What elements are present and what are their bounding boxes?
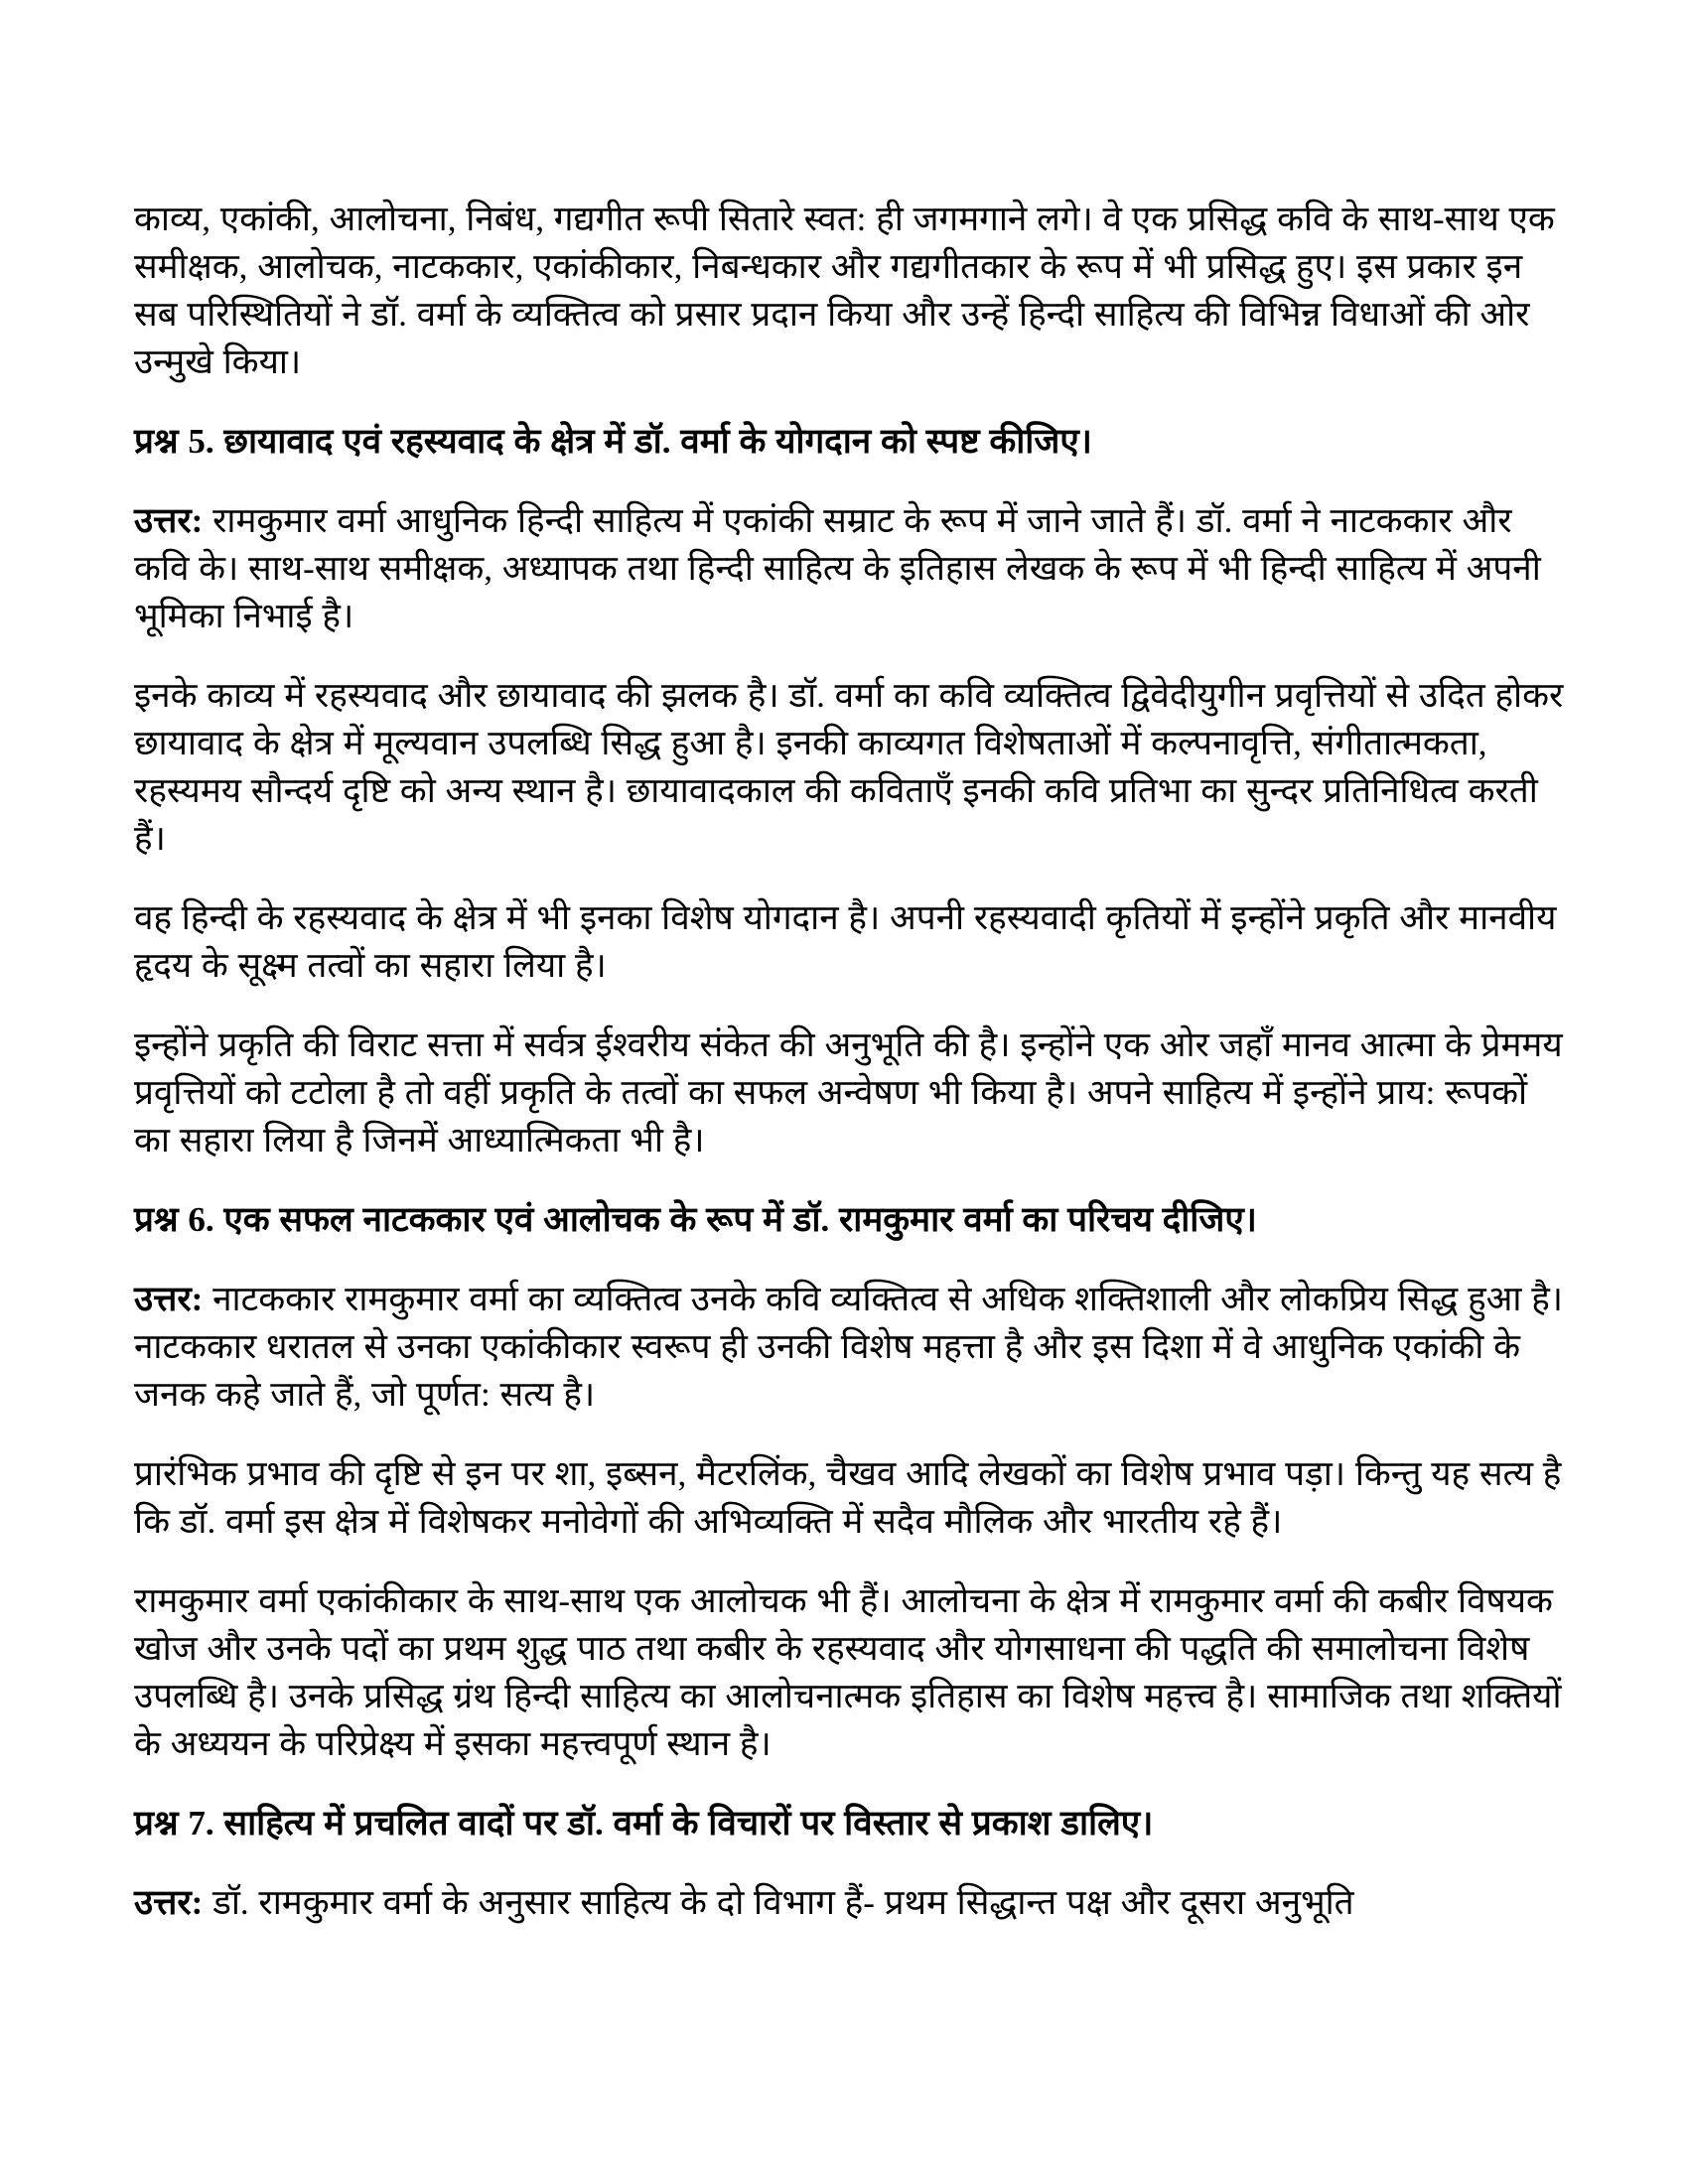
answer-label: उत्तर:: [134, 1883, 204, 1922]
answer-5-paragraph-2: [134, 672, 1566, 863]
heading-text: प्रश्न 7. साहित्य में प्रचलित वादों पर डॉ. वर्मा के विचारों पर विस्तार से प्रकाश डालिए।: [134, 1804, 1154, 1843]
answer-6-paragraph-3: [134, 1577, 1566, 1768]
question-6-heading: [134, 1196, 1566, 1244]
heading-text: प्रश्न 6. एक सफल नाटककार एवं आलोचक के रूप में डॉ. रामकुमार वर्मा का परिचय दीजिए।: [134, 1200, 1257, 1239]
answer-6-paragraph-2: [134, 1450, 1566, 1546]
answer-text: नाटककार रामकुमार वर्मा का व्यक्तित्व उनके कवि व्यक्तित्व से अधिक शक्तिशाली और लोकप्रिय सिद्ध हुआ है। नाटककार धरातल से उनका एकांकीकार स्वरूप ही उनकी विशेष महत्ता है और इस दिशा में वे आधुनिक एकांकी के जनक कहे जाते हैं, जो पूर्णत: सत्य है।: [134, 1280, 1564, 1414]
paragraph-text: प्रारंभिक प्रभाव की दृष्टि से इन पर शा, इब्सन, मैटरलिंक, चैखव आदि लेखकों का विशेष प्रभाव पड़ा। किन्तु यह सत्य है कि डॉ. वर्मा इस क्षेत्र में विशेषकर मनोवेगों की अभिव्यक्ति में सदैव मौलिक और भारतीय रहे हैं।: [134, 1454, 1562, 1541]
answer-5-paragraph: [134, 497, 1566, 640]
paragraph-text: इनके काव्य में रहस्यवाद और छायावाद की झलक है। डॉ. वर्मा का कवि व्यक्तित्व द्विवेदीयुगीन प्रवृत्तियों से उदित होकर छायावाद के क्षेत्र में मूल्यवान उपलब्धि सिद्ध हुआ है। इनकी काव्यगत विशेषताओं में कल्पनावृत्ति, संगीतात्मकता, रहस्यमय सौन्दर्य दृष्टि को अन्य स्थान है। छायावादकाल की कविताएँ इनकी कवि प्रतिभा का सुन्दर प्रतिनिधित्व करती हैं।: [134, 676, 1564, 858]
answer-6-paragraph: [134, 1276, 1566, 1419]
answer-label: उत्तर:: [134, 1280, 204, 1318]
paragraph-text: रामकुमार वर्मा एकांकीकार के साथ-साथ एक आलोचक भी हैं। आलोचना के क्षेत्र में रामकुमार वर्मा की कबीर विषयक खोज और उनके पदों का प्रथम शुद्ध पाठ तथा कबीर के रहस्यवाद और योगसाधना की पद्धति की समालोचना विशेष उपलब्धि है। उनके प्रसिद्ध ग्रंथ हिन्दी साहित्य का आलोचनात्मक इतिहास का विशेष महत्त्व है। सामाजिक तथा शक्तियों के अध्ययन के परिप्रेक्ष्य में इसका महत्त्वपूर्ण स्थान है।: [134, 1581, 1562, 1763]
document-content: [134, 196, 1566, 1959]
question-5-heading: [134, 418, 1566, 466]
answer-text: डॉ. रामकुमार वर्मा के अनुसार साहित्य के दो विभाग हैं- प्रथम सिद्धान्त पक्ष और दूसरा अनुभूति: [212, 1883, 1354, 1922]
paragraph-text: इन्होंने प्रकृति की विराट सत्ता में सर्वत्र ईश्वरीय संकेत की अनुभूति की है। इन्होंने एक ओर जहाँ मानव आत्मा के प्रेममय प्रवृत्तियों को टटोला है तो वहीं प्रकृति के तत्वों का सफल अन्वेषण भी किया है। अपने साहित्य में इन्होंने प्राय: रूपकों का सहारा लिया है जिनमें आध्यात्मिकता भी है।: [134, 1025, 1563, 1160]
answer-5-paragraph-3: [134, 894, 1566, 990]
paragraph-text: वह हिन्दी के रहस्यवाद के क्षेत्र में भी इनका विशेष योगदान है। अपनी रहस्यवादी कृतियों में इन्होंने प्रकृति और मानवीय हृदय के सूक्ष्म तत्वों का सहारा लिया है।: [134, 898, 1557, 985]
answer-7-paragraph: [134, 1879, 1566, 1927]
paragraph-text: काव्य, एकांकी, आलोचना, निबंध, गद्यगीत रूपी सितारे स्वत: ही जगमगाने लगे। वे एक प्रसिद्ध कवि के साथ-साथ एक समीक्षक, आलोचक, नाटककार, एकांकीकार, निबन्धकार और गद्यगीतकार के रूप में भी प्रसिद्ध हुए। इस प्रकार इन सब परिस्थितियों ने डॉ. वर्मा के व्यक्तित्व को प्रसार प्रदान किया और उन्हें हिन्दी साहित्य की विभिन्न विधाओं की ओर उन्मुखे किया।: [134, 200, 1555, 381]
question-7-heading: [134, 1800, 1566, 1847]
answer-text: रामकुमार वर्मा आधुनिक हिन्दी साहित्य में एकांकी सम्राट के रूप में जाने जाते हैं। डॉ. वर्मा ने नाटककार और कवि के। साथ-साथ समीक्षक, अध्यापक तथा हिन्दी साहित्य के इतिहास लेखक के रूप में भी हिन्दी साहित्य में अपनी भूमिका निभाई है।: [134, 501, 1541, 635]
answer-5-paragraph-4: [134, 1022, 1566, 1164]
heading-text: प्रश्न 5. छायावाद एवं रहस्यवाद के क्षेत्र में डॉ. वर्मा के योगदान को स्पष्ट कीजिए।: [134, 422, 1092, 461]
intro-continuation-paragraph: [134, 196, 1566, 386]
answer-label: उत्तर:: [134, 501, 204, 540]
